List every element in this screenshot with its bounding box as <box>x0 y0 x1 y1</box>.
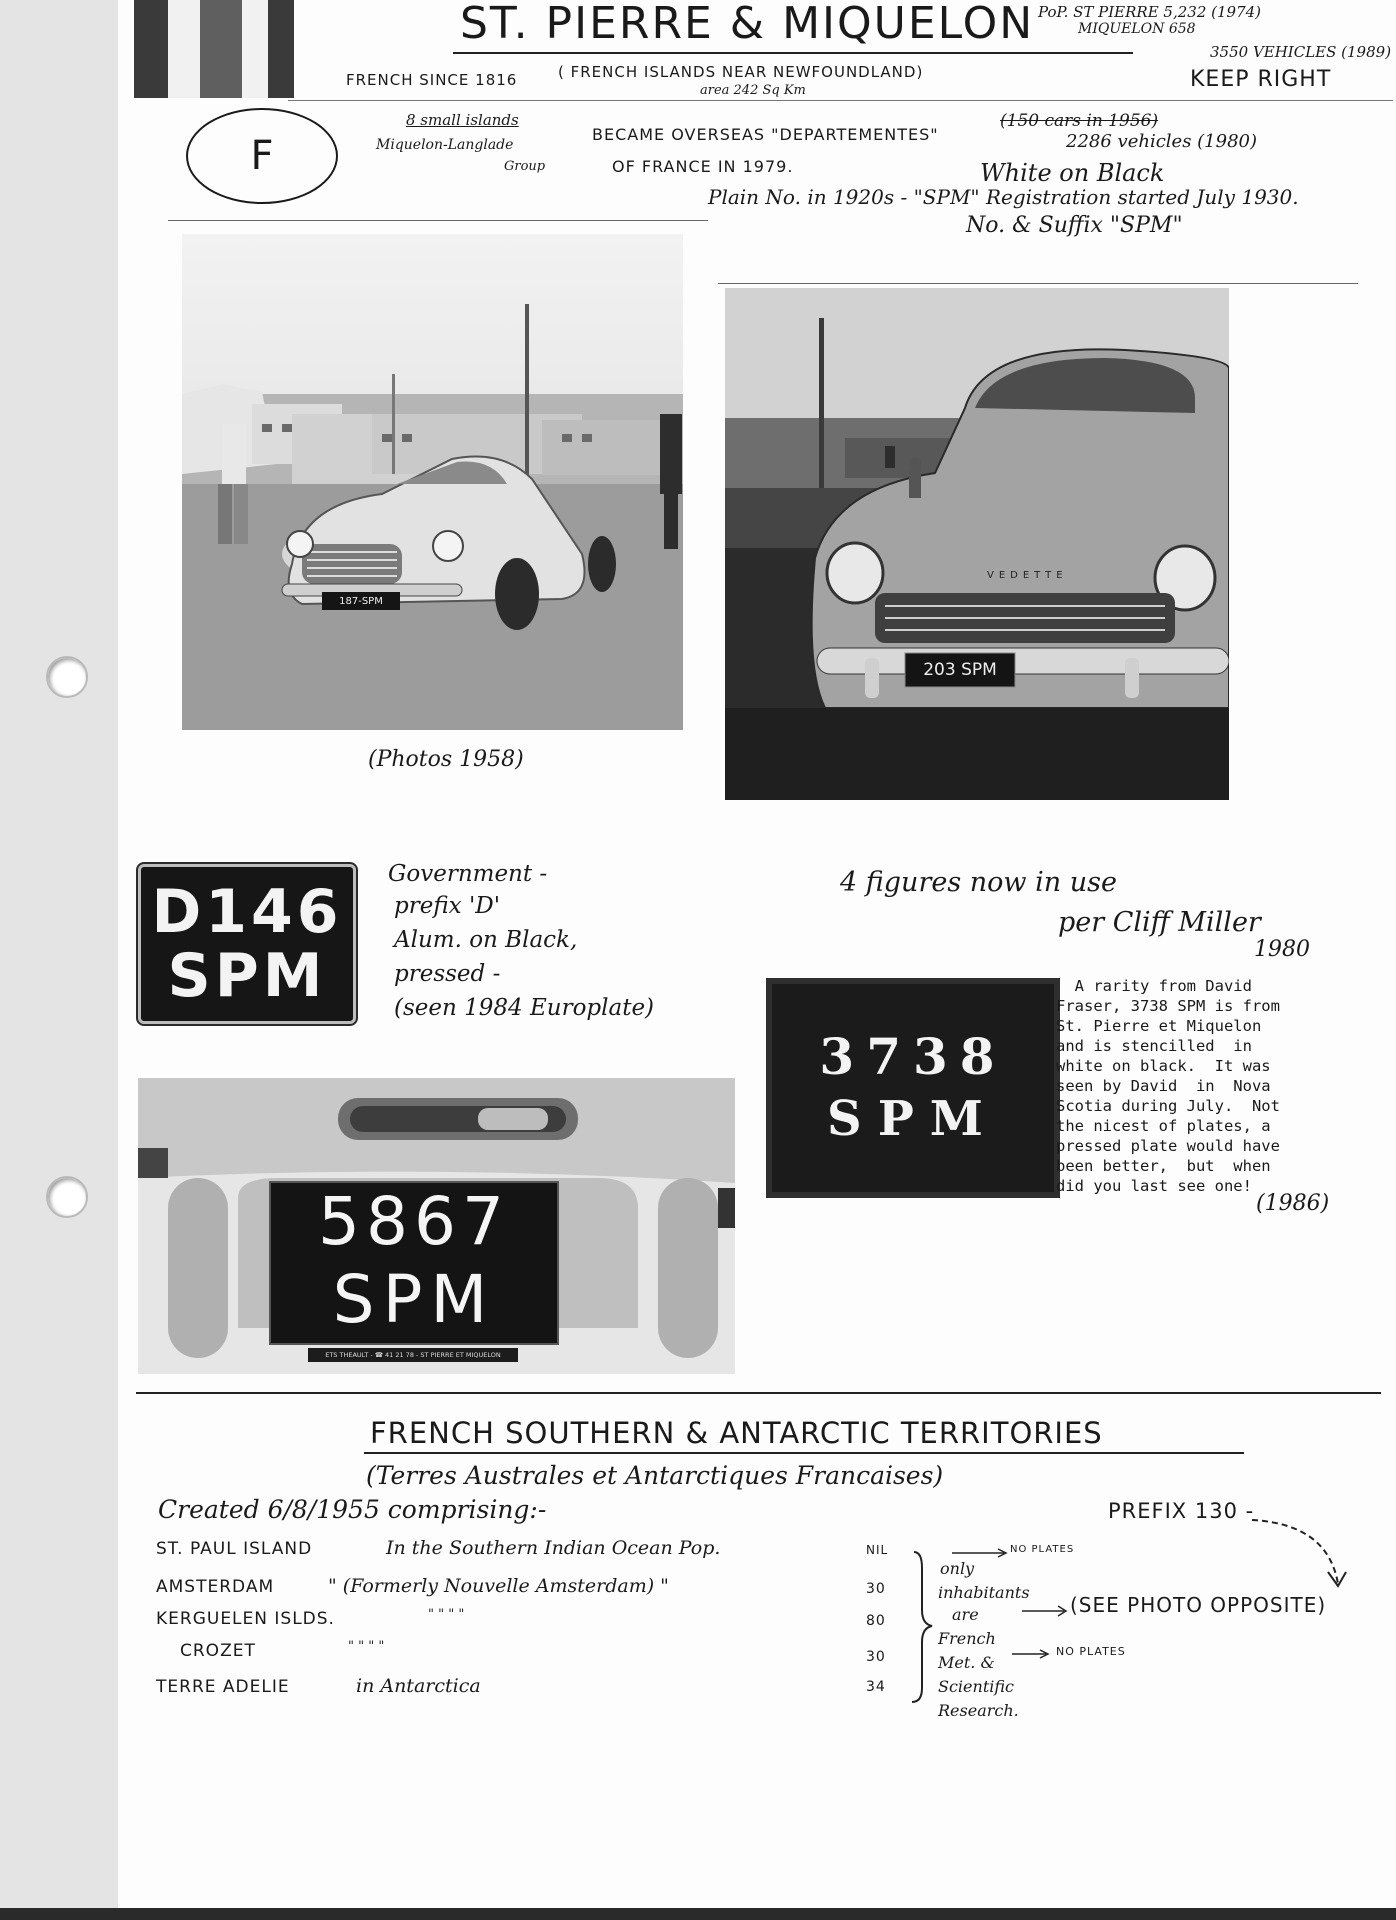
inhabitants-note-3: are <box>952 1605 979 1624</box>
registration-history: Plain No. in 1920s - "SPM" Registration started July 1930. <box>708 185 1299 209</box>
no-plates-arrow-icon-2 <box>1010 1648 1054 1660</box>
taaf-row-pop: 34 <box>866 1679 886 1695</box>
inhabitants-note-1: only <box>940 1559 975 1578</box>
gov-note-3: Alum. on Black, <box>394 927 578 953</box>
taaf-title: FRENCH SOUTHERN & ANTARCTIC TERRITORIES <box>370 1416 1103 1450</box>
population-miquelon: MIQUELON 658 <box>1078 21 1196 37</box>
flag-stripe-white <box>168 0 200 98</box>
rear-plate-number: 5867 <box>318 1183 510 1260</box>
vehicles-1980-note: 2286 vehicles (1980) <box>1066 131 1258 152</box>
flag-stripe-blue <box>134 0 168 98</box>
photos-caption: (Photos 1958) <box>368 747 524 772</box>
gov-note-1: Government - <box>388 861 548 887</box>
punch-hole-lower <box>46 1176 88 1218</box>
inhabitants-note-5: Met. & <box>938 1653 995 1672</box>
see-photo-note: (SEE PHOTO OPPOSITE) <box>1070 1593 1327 1617</box>
vedette-badge: VEDETTE <box>987 570 1068 581</box>
section-rule-top <box>168 220 708 221</box>
taaf-row-name: TERRE ADELIE <box>156 1677 290 1697</box>
page-title: ST. PIERRE & MIQUELON <box>460 0 1035 49</box>
government-plate <box>138 864 356 1024</box>
vedette-plate: 203 SPM <box>923 660 997 680</box>
islands-note: ( FRENCH ISLANDS NEAR NEWFOUNDLAND) <box>558 63 924 81</box>
no-plates-note-2: NO PLATES <box>1056 1645 1126 1658</box>
french-since: FRENCH SINCE 1816 <box>346 71 518 89</box>
peugeot-plate: 187-SPM <box>339 596 383 607</box>
taaf-row-note: " (Formerly Nouvelle Amsterdam) " <box>328 1575 669 1597</box>
no-plates-note-1: NO PLATES <box>1010 1544 1075 1555</box>
department-status-year: OF FRANCE IN 1979. <box>612 157 794 176</box>
taaf-subtitle: (Terres Australes et Antarctiques Francaises) <box>366 1461 944 1490</box>
small-islands-note: 8 small islands <box>406 111 519 129</box>
header-rule <box>288 100 1393 101</box>
country-code-oval <box>186 108 338 204</box>
gov-note-5: (seen 1984 Europlate) <box>394 995 655 1021</box>
keep-right: KEEP RIGHT <box>1190 67 1332 92</box>
album-page <box>118 0 1396 1920</box>
cars-1956-note: (150 cars in 1956) <box>1000 111 1159 131</box>
per-cliff-note: per Cliff Miller <box>1058 907 1261 938</box>
four-figures-note: 4 figures now in use <box>840 867 1117 898</box>
title-underline <box>453 52 1133 54</box>
taaf-row-pop: 80 <box>866 1613 886 1629</box>
taaf-row-note: In the Southern Indian Ocean Pop. <box>386 1537 721 1559</box>
country-code: F <box>250 133 274 179</box>
taaf-row-note: in Antarctica <box>356 1675 481 1697</box>
bracket-icon <box>908 1548 938 1708</box>
binder-margin <box>0 0 118 1920</box>
taaf-row-name: ST. PAUL ISLAND <box>156 1539 313 1559</box>
government-plate-suffix: SPM <box>167 941 327 1011</box>
taaf-title-underline <box>364 1452 1244 1454</box>
stencilled-plate-suffix: SPM <box>827 1091 999 1147</box>
taaf-row-pop: 30 <box>866 1649 886 1665</box>
area-note: area 242 Sq Km <box>700 83 806 98</box>
inhabitants-note-2: inhabitants <box>938 1583 1030 1602</box>
suffix-note: No. & Suffix "SPM" <box>966 213 1183 238</box>
small-islands-group-name: Miquelon-Langlade <box>376 137 514 153</box>
gov-note-2: prefix 'D' <box>394 893 501 919</box>
photo-vedette-1958 <box>725 288 1229 800</box>
taaf-row-pop: NIL <box>866 1543 889 1557</box>
prefix-arrow-icon <box>1248 1514 1358 1594</box>
taaf-row-note: " " " " <box>348 1639 385 1654</box>
taaf-row-name: AMSTERDAM <box>156 1577 275 1597</box>
no-plates-arrow-icon <box>950 1548 1010 1558</box>
department-status: BECAME OVERSEAS "DEPARTEMENTES" <box>592 125 939 144</box>
plate-colour-note: White on Black <box>980 159 1165 187</box>
government-plate-number: D146 <box>151 877 343 947</box>
taaf-row-pop: 30 <box>866 1581 886 1597</box>
inhabitants-note-6: Scientific <box>938 1677 1014 1696</box>
taaf-prefix: PREFIX 130 - <box>1108 1499 1255 1523</box>
photo-rear-plate <box>138 1078 735 1374</box>
taaf-created: Created 6/8/1955 comprising:- <box>158 1495 547 1524</box>
punch-hole-upper <box>46 656 88 698</box>
population-st-pierre: PoP. ST PIERRE 5,232 (1974) <box>1038 3 1262 21</box>
dealer-frame-text: ETS THEAULT - ☎ 41 21 78 - ST PIERRE ET MIQUELON <box>325 1351 501 1359</box>
rarity-clipping: A rarity from David Fraser, 3738 SPM is from St. Pierre et Miquelon and is stencilled in white on black. It was seen by David in Nova Scotia during July. Not the nicest of plates, a pressed plate would have been better, but when did you last see one! <box>1056 977 1280 1195</box>
year-1986: (1986) <box>1256 1191 1330 1216</box>
bottom-edge <box>0 1908 1396 1920</box>
photo-peugeot-1958 <box>182 234 683 730</box>
section-rule-top-right <box>718 283 1358 284</box>
taaf-row-note: " " " " <box>428 1607 465 1622</box>
flag-stripe-dark <box>268 0 294 98</box>
small-islands-group: Group <box>504 159 546 174</box>
flag-stripe-red <box>200 0 242 98</box>
flag-stripe-white-2 <box>242 0 268 98</box>
vehicle-count: 3550 VEHICLES (1989) <box>1210 43 1392 61</box>
rear-plate-suffix: SPM <box>332 1261 496 1338</box>
stencilled-plate-number: 3738 <box>819 1027 1007 1086</box>
gov-note-4: pressed - <box>394 961 501 987</box>
section-divider <box>136 1392 1381 1394</box>
taaf-row-name: CROZET <box>180 1641 256 1661</box>
inhabitants-note-7: Research. <box>938 1701 1019 1720</box>
inhabitants-note-4: French <box>938 1629 996 1648</box>
stencilled-plate <box>766 978 1060 1198</box>
year-1980: 1980 <box>1254 937 1310 962</box>
see-photo-arrow-icon <box>1020 1604 1072 1618</box>
taaf-row-name: KERGUELEN ISLDS. <box>156 1609 335 1629</box>
